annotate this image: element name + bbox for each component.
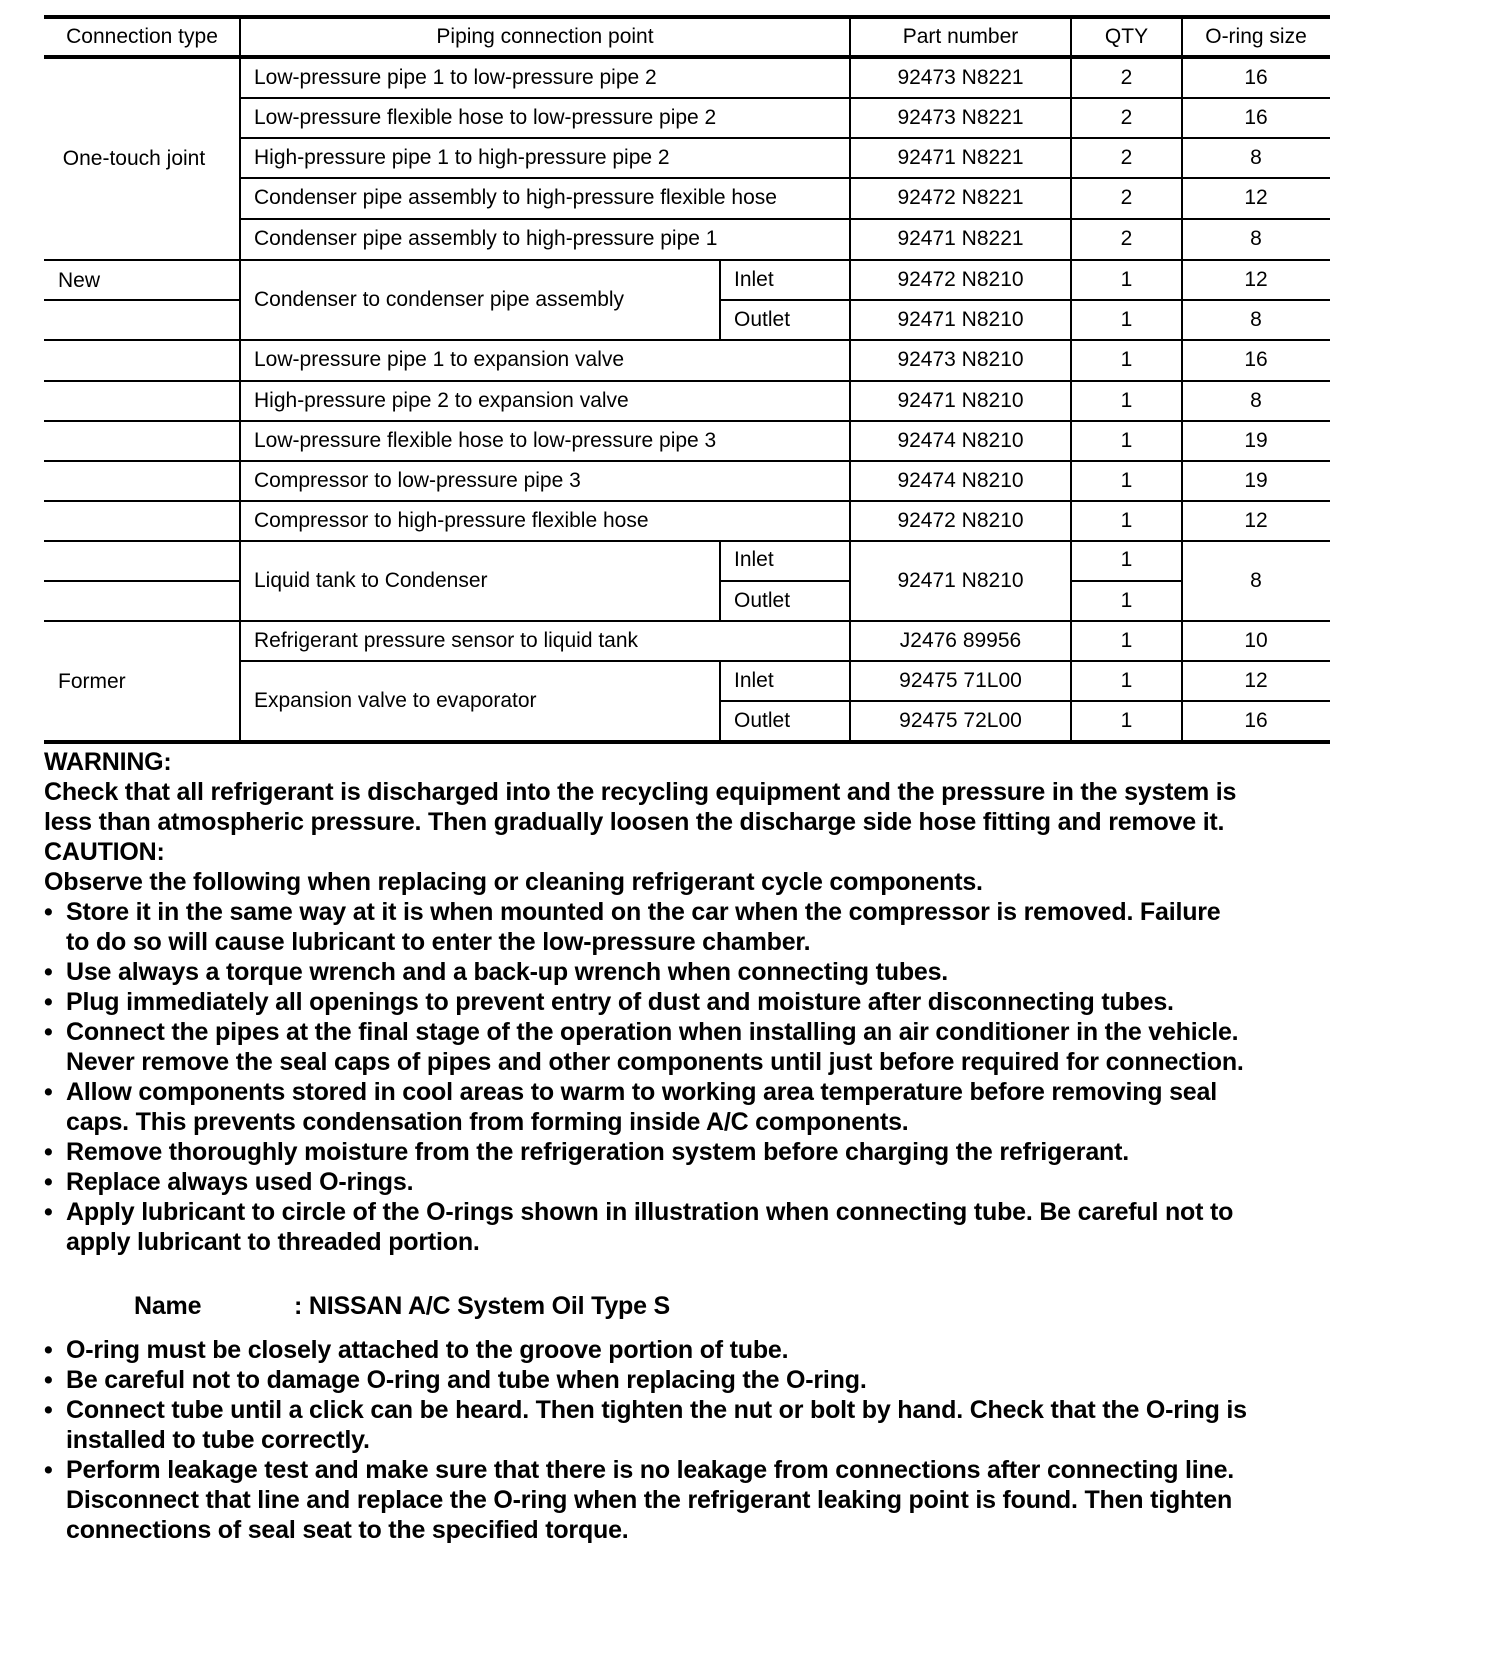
header-qty: QTY — [1104, 24, 1149, 48]
cell-oring-size: 8 — [1250, 388, 1262, 412]
cell-point: Compressor to low-pressure pipe 3 — [254, 468, 581, 492]
caution-item — [44, 1017, 1364, 1077]
cell-point: Condenser to condenser pipe assembly — [254, 287, 625, 311]
bullet-icon: • — [44, 898, 53, 926]
cell-part-number: 92471 N8221 — [897, 145, 1024, 169]
bullet-icon: • — [44, 1336, 53, 1364]
cell-point: Condenser pipe assembly to high-pressure pipe 1 — [254, 227, 718, 250]
cell-qty: 1 — [1120, 468, 1133, 492]
cell-part-number: 92473 N8221 — [897, 65, 1024, 89]
warning-text-line: Check that all refrigerant is discharged into the recycling equipment and the pressure in the system is — [44, 778, 1237, 806]
cell-point: Compressor to high-pressure flexible hose — [254, 508, 649, 532]
cell-point: Refrigerant pressure sensor to liquid tank — [254, 628, 639, 652]
warning-text-line: less than atmospheric pressure. Then gradually loosen the discharge side hose fitting and remove it. — [44, 808, 1225, 836]
cell-sub-outlet: Outlet — [734, 708, 791, 732]
cell-qty: 1 — [1120, 668, 1133, 692]
o-ring-table — [0, 0, 1504, 760]
caution-item — [44, 1197, 1364, 1257]
cell-sub-inlet: Inlet — [734, 267, 774, 291]
caution-item — [44, 1335, 1364, 1365]
caution-item-text: installed to tube correctly. — [66, 1426, 370, 1454]
oil-spec-label: Name — [134, 1292, 202, 1320]
header-connection-type: Connection type — [66, 24, 218, 48]
cell-oring-size: 16 — [1244, 348, 1268, 371]
cell-qty: 1 — [1120, 267, 1133, 291]
bullet-icon: • — [44, 1078, 53, 1106]
caution-item-text: Never remove the seal caps of pipes and other components until just before required for connection. — [66, 1048, 1244, 1076]
cell-part-number: 92471 N8210 — [897, 388, 1024, 412]
cell-oring-size: 12 — [1244, 186, 1268, 209]
cell-part-number: 92475 72L00 — [899, 708, 1022, 732]
group-former: Former — [58, 669, 126, 693]
caution-item-text: to do so will cause lubricant to enter the low-pressure chamber. — [66, 928, 811, 956]
cell-qty: 2 — [1120, 65, 1133, 89]
cell-point: Low-pressure pipe 1 to expansion valve — [254, 348, 625, 371]
bullet-icon: • — [44, 1018, 53, 1046]
cell-part-number: 92472 N8221 — [897, 186, 1024, 209]
bullet-icon: • — [44, 1456, 53, 1484]
cell-part-number: 92473 N8210 — [897, 348, 1024, 371]
cell-oring-size: 19 — [1244, 428, 1268, 452]
caution-item-text: Connect the pipes at the final stage of the operation when installing an air conditioner in the vehicle. — [66, 1018, 1239, 1046]
cell-qty: 2 — [1120, 186, 1133, 209]
cell-point: Low-pressure pipe 1 to low-pressure pipe 2 — [254, 65, 657, 89]
caution-item — [44, 897, 1364, 957]
cell-qty: 1 — [1120, 628, 1133, 652]
cell-part-number: 92471 N8210 — [897, 568, 1024, 592]
bullet-icon: • — [44, 1396, 53, 1424]
caution-item-text: Apply lubricant to circle of the O-rings shown in illustration when connecting tube. Be careful not to — [66, 1198, 1234, 1226]
cell-oring-size: 16 — [1244, 708, 1268, 732]
cell-qty: 1 — [1120, 547, 1133, 571]
table-bottom-border — [44, 740, 1330, 744]
cell-sub-outlet: Outlet — [734, 307, 791, 331]
cell-qty: 1 — [1120, 508, 1133, 532]
cell-oring-size: 12 — [1244, 508, 1268, 532]
cell-qty: 1 — [1120, 708, 1133, 732]
group-one-touch-joint: One-touch joint — [62, 146, 206, 170]
caution-item — [44, 1455, 1364, 1545]
cell-qty: 1 — [1120, 348, 1133, 371]
cell-point: Condenser pipe assembly to high-pressure flexible hose — [254, 186, 777, 209]
caution-item-text: caps. This prevents condensation from forming inside A/C components. — [66, 1108, 909, 1136]
cell-qty: 2 — [1120, 227, 1133, 250]
caution-item — [44, 987, 1364, 1017]
cell-sub-outlet: Outlet — [734, 588, 791, 612]
cell-point: Liquid tank to Condenser — [254, 568, 488, 592]
caution-item — [44, 1137, 1364, 1167]
cell-part-number: 92472 N8210 — [897, 508, 1024, 532]
cell-oring-size: 8 — [1250, 307, 1262, 331]
cell-oring-size: 8 — [1250, 568, 1262, 592]
cell-part-number: 92474 N8210 — [897, 428, 1024, 452]
caution-item-text: Connect tube until a click can be heard. Then tighten the nut or bolt by hand. Check that the O-ring is — [66, 1396, 1247, 1424]
caution-item-text: apply lubricant to threaded portion. — [66, 1228, 480, 1256]
oil-spec-value: : NISSAN A/C System Oil Type S — [294, 1292, 671, 1320]
cell-part-number: 92475 71L00 — [899, 668, 1022, 692]
cell-oring-size: 10 — [1244, 628, 1268, 652]
cell-point: Expansion valve to evaporator — [254, 688, 537, 712]
cell-part-number: 92471 N8221 — [897, 227, 1024, 250]
cell-sub-inlet: Inlet — [734, 547, 774, 571]
bullet-icon: • — [44, 1198, 53, 1226]
caution-item-text: Perform leakage test and make sure that there is no leakage from connections after connecting line. — [66, 1456, 1235, 1484]
caution-item-text: Disconnect that line and replace the O-ring when the refrigerant leaking point is found. Then tighten — [66, 1486, 1233, 1514]
cell-part-number: J2476 89956 — [899, 628, 1022, 652]
caution-item-text: connections of seal seat to the specified torque. — [66, 1516, 629, 1544]
cell-oring-size: 16 — [1244, 105, 1268, 129]
caution-item — [44, 1167, 1364, 1197]
spacer — [44, 1257, 1364, 1287]
cell-sub-inlet: Inlet — [734, 668, 774, 692]
cell-qty: 1 — [1120, 588, 1133, 612]
cell-oring-size: 8 — [1250, 145, 1262, 169]
warning-title: WARNING: — [44, 748, 172, 776]
cell-point: Low-pressure flexible hose to low-pressure pipe 2 — [254, 105, 717, 129]
cell-part-number: 92474 N8210 — [897, 468, 1024, 492]
caution-item-text: Store it in the same way at it is when mounted on the car when the compressor is removed. Failure — [66, 898, 1221, 926]
cell-oring-size: 8 — [1250, 227, 1262, 250]
caution-item-text: Allow components stored in cool areas to warm to working area temperature before removing seal — [66, 1078, 1217, 1106]
cell-oring-size: 19 — [1244, 468, 1268, 492]
cell-oring-size: 12 — [1244, 267, 1268, 291]
cell-point: High-pressure pipe 2 to expansion valve — [254, 388, 629, 412]
cell-qty: 2 — [1120, 145, 1133, 169]
caution-item — [44, 1077, 1364, 1137]
bullet-icon: • — [44, 1138, 53, 1166]
caution-item-text: Remove thoroughly moisture from the refrigeration system before charging the refrigerant. — [66, 1138, 1129, 1166]
notes-section — [44, 747, 1364, 1545]
group-new: New — [58, 268, 101, 292]
caution-item-text: Plug immediately all openings to prevent entry of dust and moisture after disconnecting tubes. — [66, 988, 1174, 1016]
bullet-icon: • — [44, 988, 53, 1016]
caution-title: CAUTION: — [44, 838, 165, 866]
row-divider — [44, 580, 240, 582]
caution-item — [44, 1365, 1364, 1395]
caution-item-text: Use always a torque wrench and a back-up wrench when connecting tubes. — [66, 958, 949, 986]
cell-qty: 2 — [1120, 105, 1133, 129]
cell-oring-size: 16 — [1244, 65, 1268, 89]
header-part-number: Part number — [902, 24, 1019, 48]
cell-part-number: 92473 N8221 — [897, 105, 1024, 129]
header-piping-connection-point: Piping connection point — [436, 24, 654, 48]
cell-point: High-pressure pipe 1 to high-pressure pipe 2 — [254, 145, 670, 169]
cell-point: Low-pressure flexible hose to low-pressure pipe 3 — [254, 428, 717, 452]
cell-oring-size: 12 — [1244, 668, 1268, 692]
bullet-icon: • — [44, 1168, 53, 1196]
oil-spec — [44, 1291, 1364, 1321]
cell-qty: 1 — [1120, 307, 1133, 331]
caution-item-text: Be careful not to damage O-ring and tube when replacing the O-ring. — [66, 1366, 867, 1394]
caution-item — [44, 957, 1364, 987]
caution-item — [44, 1395, 1364, 1455]
caution-intro: Observe the following when replacing or cleaning refrigerant cycle components. — [44, 868, 983, 896]
cell-part-number: 92472 N8210 — [897, 267, 1024, 291]
bullet-icon: • — [44, 1366, 53, 1394]
caution-item-text: O-ring must be closely attached to the groove portion of tube. — [66, 1336, 789, 1364]
cell-qty: 1 — [1120, 388, 1133, 412]
cell-part-number: 92471 N8210 — [897, 307, 1024, 331]
cell-qty: 1 — [1120, 428, 1133, 452]
row-divider — [44, 299, 240, 301]
bullet-icon: • — [44, 958, 53, 986]
caution-item-text: Replace always used O-rings. — [66, 1168, 414, 1196]
header-oring-size: O-ring size — [1205, 24, 1307, 48]
